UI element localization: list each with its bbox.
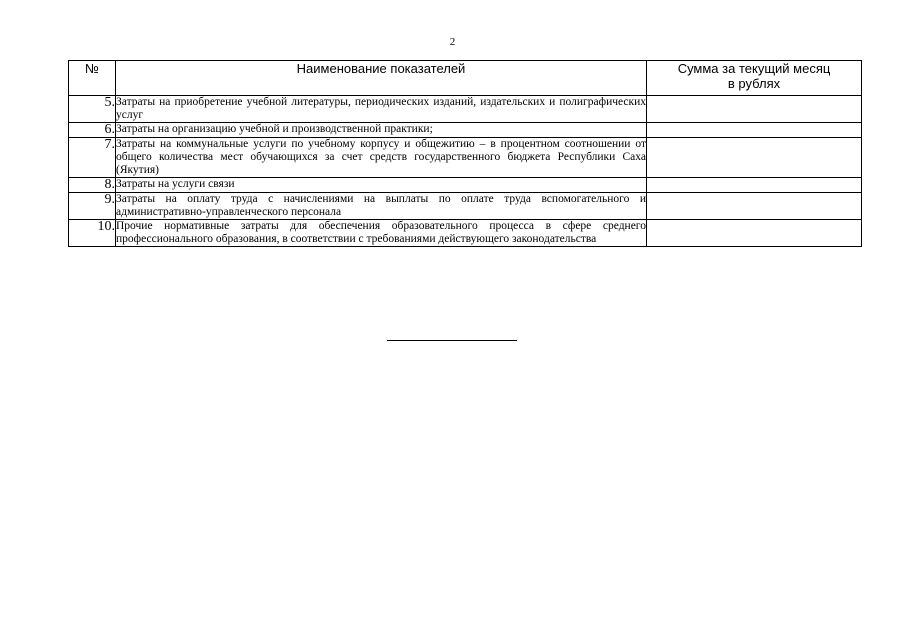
row-indicator-name: Прочие нормативные затраты для обеспечения образовательного процесса в сфере среднего профессионального образования, в соответствии с требованиями действующего законодательства [116,220,646,245]
row-indicator-name: Затраты на услуги связи [116,178,647,193]
table-row [69,193,862,220]
row-indicator-name: Затраты на оплату труда с начислениями на выплаты по оплате труда вспомогательного и административно-управленческого персонала [116,193,646,218]
header-sum [647,61,862,96]
row-indicator-name: Затраты на приобретение учебной литературы, периодических изданий, издательских и полиграфических услуг [116,96,646,121]
row-number: 6. [69,123,116,138]
row-sum-cell[interactable] [647,96,862,123]
row-sum-cell[interactable] [647,178,862,193]
table-row [69,178,862,193]
row-number: 9. [69,193,116,220]
header-sum-line2: в рублях [727,76,781,91]
row-number: 8. [69,178,116,193]
table-header-row [69,61,862,96]
row-number: 5. [69,96,116,123]
table-row [69,138,862,178]
table-row [69,96,862,123]
row-sum-cell[interactable] [647,220,862,247]
signature-line [387,340,517,341]
row-sum-cell[interactable] [647,138,862,178]
row-number: 7. [69,138,116,178]
table-row [69,220,862,247]
header-indicator-name: Наименование показателей [116,61,647,96]
header-sum-line1: Сумма за текущий месяц [677,61,831,76]
row-sum-cell[interactable] [647,123,862,138]
row-number: 10. [69,220,116,247]
page-number: 2 [449,36,456,48]
header-number: № [69,61,116,96]
row-sum-cell[interactable] [647,193,862,220]
row-indicator-name: Затраты на коммунальные услуги по учебному корпусу и общежитию – в процентном соотношении от общего количества мест обучающихся за счет средств государственного бюджета Республики Саха (Якутия) [116,138,646,176]
row-indicator-name: Затраты на организацию учебной и производственной практики; [116,123,647,138]
table-row [69,123,862,138]
expenses-table [68,60,862,247]
